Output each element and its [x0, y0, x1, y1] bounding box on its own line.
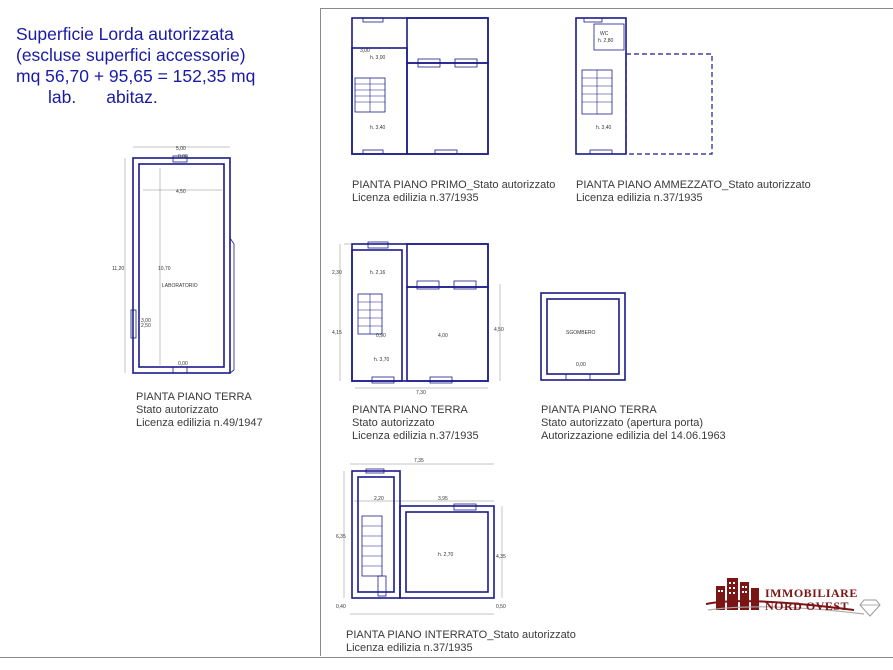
caption-piano-interrato — [346, 629, 576, 655]
plan-piano-ammezzato — [570, 14, 720, 159]
plan-piano-terra-sgombero — [536, 288, 632, 384]
caption-piano-ammezzato — [576, 179, 811, 205]
caption-terra-sgombero-status: Stato autorizzato (apertura porta) — [541, 417, 704, 429]
abit-dim-3: 4,50 — [494, 327, 504, 333]
interrato-room-height: h. 2,70 — [438, 552, 454, 558]
plan-piano-terra-laboratorio — [110, 140, 245, 380]
lab-door-dim-2: 2,50 — [141, 323, 151, 329]
caption-primo-license: Licenza edilizia n.37/1935 — [352, 192, 479, 204]
caption-terra-lab-license: Licenza edilizia n.49/1947 — [136, 417, 263, 429]
lab-level-bottom: 0,00 — [178, 361, 188, 367]
abit-dim-1: 2,30 — [332, 270, 342, 276]
plan-piano-primo — [340, 14, 500, 159]
summary-line-2: (escluse superfici accessorie) — [16, 45, 246, 65]
logo-text-line-1: IMMOBILIARE — [765, 586, 858, 600]
interrato-dim-7: 0,50 — [496, 604, 506, 610]
caption-terra-sgombero-title: PIANTA PIANO TERRA — [541, 404, 657, 416]
summary-line-3: mq 56,70 + 95,65 = 152,35 mq — [16, 66, 256, 86]
caption-ammezzato-license: Licenza edilizia n.37/1935 — [576, 192, 703, 204]
caption-primo-title: PIANTA PIANO PRIMO_Stato autorizzato — [352, 179, 556, 191]
caption-piano-terra-abitazione — [352, 404, 479, 443]
caption-ammezzato-title: PIANTA PIANO AMMEZZATO_Stato autorizzato — [576, 179, 811, 191]
summary-line-1: Superficie Lorda autorizzata — [16, 24, 234, 44]
caption-terra-abit-title: PIANTA PIANO TERRA — [352, 404, 468, 416]
frame-left-line — [320, 8, 321, 656]
primo-room-height-2: h. 3,40 — [370, 125, 386, 131]
summary-lab-label: lab. — [48, 87, 77, 107]
caption-terra-abit-status: Stato autorizzato — [352, 417, 435, 429]
primo-dim: 3,00 — [360, 48, 370, 54]
lab-dim-length-inner: 10,70 — [158, 266, 171, 272]
abit-dim-4: 7,30 — [416, 390, 426, 396]
caption-interrato-license: Licenza edilizia n.37/1935 — [346, 642, 473, 654]
interrato-dim-4: 6,35 — [336, 534, 346, 540]
frame-bottom-line — [0, 657, 893, 658]
summary-line-4 — [16, 87, 255, 108]
caption-interrato-title: PIANTA PIANO INTERRATO_Stato autorizzato — [346, 629, 576, 641]
surface-summary — [16, 24, 255, 108]
interrato-dim-5: 4,35 — [496, 554, 506, 560]
plan-piano-interrato — [334, 456, 514, 626]
caption-terra-lab-status: Stato autorizzato — [136, 404, 219, 416]
abit-dim-6: 0,90 — [376, 333, 386, 339]
ammezzato-wc-label: WC — [600, 31, 609, 37]
plan-piano-terra-abitazione — [330, 236, 510, 396]
lab-dim-width-outer: 5,00 — [176, 146, 186, 152]
frame-top-line — [320, 8, 893, 9]
abit-dim-2: 4,15 — [332, 330, 342, 336]
lab-room-label: LABORATORIO — [162, 283, 198, 289]
summary-abitaz-label: abitaz. — [106, 87, 158, 107]
interrato-dim-6: 0,40 — [336, 604, 346, 610]
logo-text-line-2: NORD OVEST — [765, 599, 850, 613]
lab-level-top: 0,00 — [178, 154, 188, 160]
interrato-dim-1: 7,35 — [414, 458, 424, 464]
interrato-dim-2: 2,20 — [374, 496, 384, 502]
lab-dim-width-inner: 4,50 — [176, 189, 186, 195]
ammezzato-room-height: h. 3,40 — [596, 125, 612, 131]
primo-room-height-1: h. 3,00 — [370, 55, 386, 61]
ammezzato-wc-height: h. 2,80 — [598, 38, 614, 44]
abit-room-height-2: h. 3,70 — [374, 357, 390, 363]
interrato-dim-3: 3,95 — [438, 496, 448, 502]
lab-door-dim-1: 3,00 — [141, 318, 151, 324]
caption-piano-primo — [352, 179, 555, 205]
caption-terra-abit-license: Licenza edilizia n.37/1935 — [352, 430, 479, 442]
abit-dim-5: 4,00 — [438, 333, 448, 339]
abit-room-height-1: h. 2,16 — [370, 270, 386, 276]
caption-piano-terra-sgombero — [541, 404, 726, 443]
caption-terra-sgombero-license: Autorizzazione edilizia del 14.06.1963 — [541, 430, 726, 442]
caption-piano-terra-lab — [136, 391, 263, 430]
sgombero-room-label: SGOMBERO — [566, 330, 596, 336]
lab-dim-length-outer: 11,20 — [112, 266, 125, 272]
caption-terra-lab-title: PIANTA PIANO TERRA — [136, 391, 252, 403]
sgombero-level: 0,00 — [576, 362, 586, 368]
